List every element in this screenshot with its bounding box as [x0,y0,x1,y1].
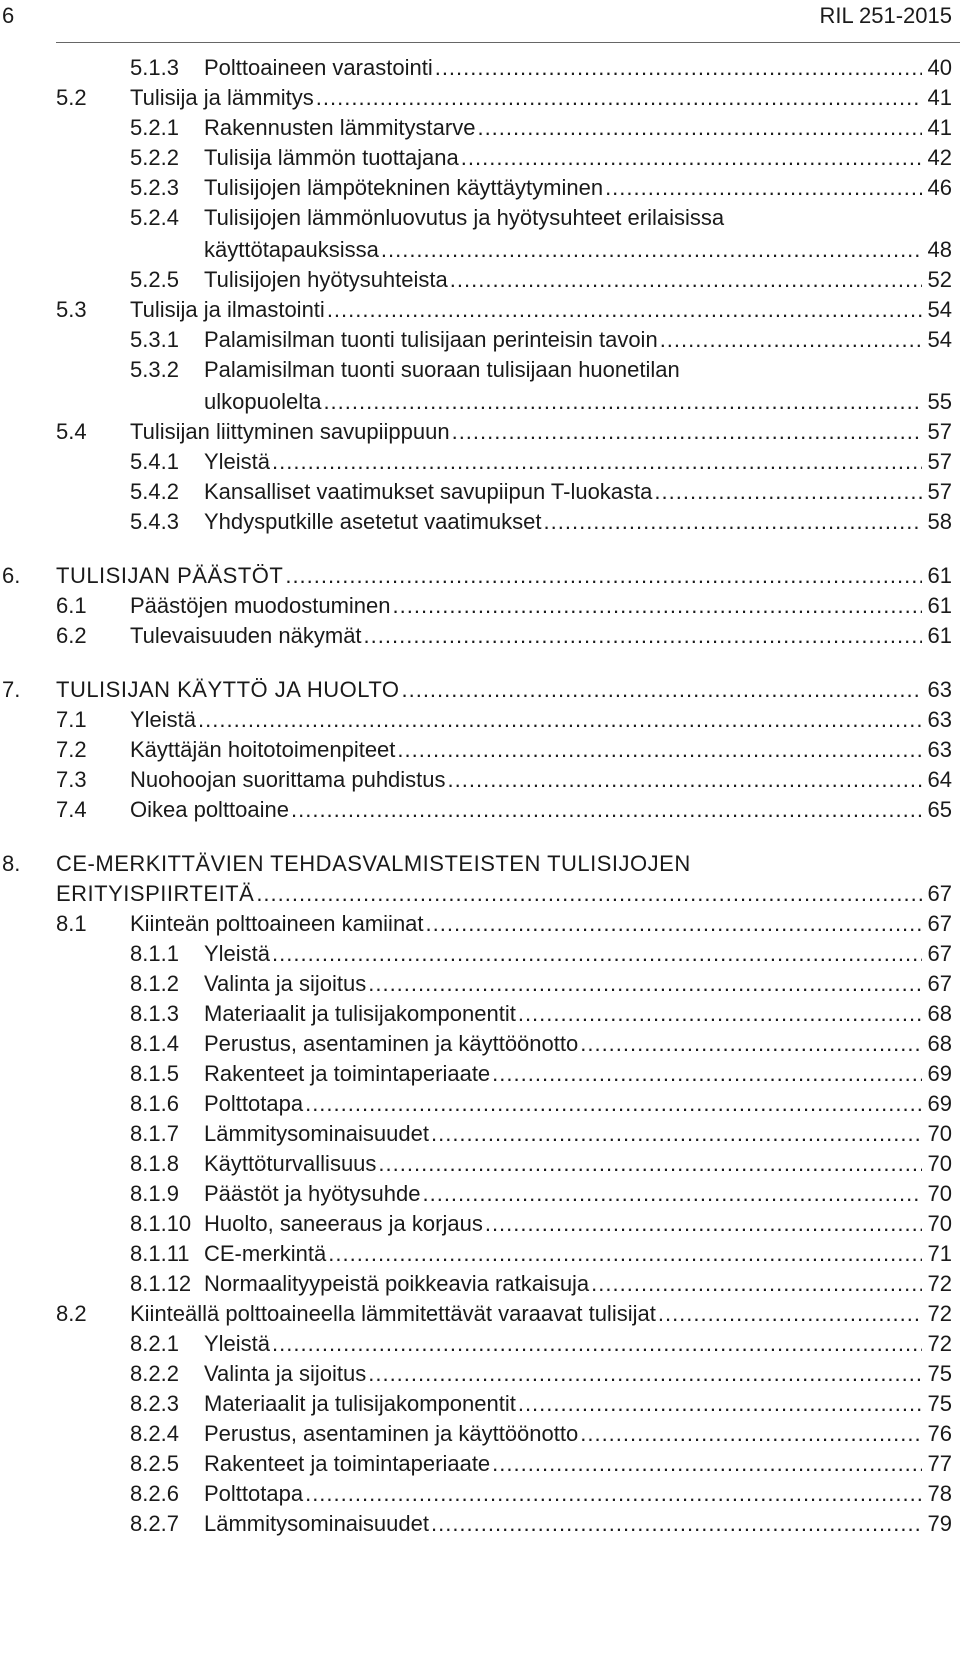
toc-entry[interactable] [0,53,952,83]
toc-entry[interactable] [0,675,952,705]
toc-entry-title: Käyttäjän hoitotoimenpiteet [130,737,396,762]
toc-entry-title: Tulevaisuuden näkymät [130,623,362,648]
toc-entry-number: 6.1 [56,593,87,618]
toc-entry-title: käyttötapauksissa [204,237,379,262]
toc-entry-page: 63 [927,707,952,732]
toc-entry[interactable] [0,83,952,113]
toc-entry[interactable] [0,1029,952,1059]
toc-entry-title: Tulisija lämmön tuottajana [204,145,459,170]
toc-entry-title: TULISIJAN PÄÄSTÖT [56,563,284,588]
toc-leader-dots [378,1149,922,1179]
toc-leader-dots [518,999,922,1029]
toc-entry-number: 8.2.6 [130,1481,179,1506]
toc-entry[interactable] [0,203,952,233]
toc-entry[interactable] [0,1119,952,1149]
toc-entry-page: 72 [927,1301,952,1326]
toc-entry-page: 61 [927,563,952,588]
toc-entry[interactable] [0,765,952,795]
toc-entry-number: 5.2.2 [130,145,179,170]
toc-leader-dots [364,621,922,651]
toc-entry-title: Huolto, saneeraus ja korjaus [204,1211,483,1236]
toc-entry-page: 70 [927,1151,952,1176]
toc-entry-number: 8.1.2 [130,971,179,996]
toc-entry-page: 46 [927,175,952,200]
toc-entry-page: 41 [927,85,952,110]
toc-entry-page: 68 [927,1001,952,1026]
toc-leader-dots [492,1449,922,1479]
toc-entry-number: 7.2 [56,737,87,762]
toc-entry[interactable] [0,591,952,621]
toc-entry-page: 70 [927,1211,952,1236]
toc-entry-title: Yleistä [204,1331,271,1356]
toc-entry-page: 69 [927,1091,952,1116]
toc-entry[interactable] [0,1449,952,1479]
toc-entry[interactable] [0,1479,952,1509]
toc-entry[interactable] [0,387,952,417]
toc-entry-page: 55 [927,389,952,414]
toc-entry-title: Normaalityypeistä poikkeavia ratkaisuja [204,1271,590,1296]
toc-leader-dots [198,705,922,735]
toc-entry-number: 8.2 [56,1301,87,1326]
toc-entry[interactable] [0,113,952,143]
toc-leader-dots [316,83,922,113]
toc-entry-title: Päästöt ja hyötysuhde [204,1181,421,1206]
toc-entry[interactable] [0,879,952,909]
toc-entry-page: 57 [927,449,952,474]
toc-entry-page: 54 [927,297,952,322]
toc-leader-dots [431,1119,922,1149]
toc-entry[interactable] [0,1299,952,1329]
toc-entry-number: 8.2.2 [130,1361,179,1386]
toc-entry-page: 67 [927,971,952,996]
toc-entry[interactable] [0,1419,952,1449]
toc-entry-number: 5.3.1 [130,327,179,352]
toc-entry[interactable] [0,1269,952,1299]
toc-entry-page: 79 [927,1511,952,1536]
toc-entry-number: 5.1.3 [130,55,179,80]
toc-entry-title: Lämmitysominaisuudet [204,1511,429,1536]
toc-leader-dots [426,909,922,939]
toc-leader-dots [272,939,922,969]
toc-entry-number: 8.1.5 [130,1061,179,1086]
toc-entry-number: 5.2.1 [130,115,179,140]
toc-leader-dots [368,1359,922,1389]
toc-leader-dots [422,1179,922,1209]
toc-entry[interactable] [0,795,952,825]
toc-entry-title: CE-merkintä [204,1241,327,1266]
toc-leader-dots [492,1059,922,1089]
toc-entry-number: 8.1 [56,911,87,936]
toc-entry-page: 67 [927,941,952,966]
toc-entry-number: 8.1.1 [130,941,179,966]
toc-entry-title: Yleistä [130,707,197,732]
toc-leader-dots [591,1269,922,1299]
toc-entry-number: 8.2.3 [130,1391,179,1416]
toc-entry[interactable] [0,1179,952,1209]
toc-entry-page: 70 [927,1181,952,1206]
toc-entry-title: Materiaalit ja tulisijakomponentit [204,1391,516,1416]
toc-entry-page: 71 [927,1241,952,1266]
toc-leader-dots [658,1299,922,1329]
toc-entry-number: 5.4.3 [130,509,179,534]
toc-entry[interactable] [0,447,952,477]
toc-entry-page: 63 [927,677,952,702]
toc-entry-title: Tulisijan liittyminen savupiippuun [130,419,450,444]
toc-leader-dots [327,295,922,325]
toc-entry[interactable] [0,939,952,969]
toc-entry-number: 8.1.9 [130,1181,179,1206]
toc-entry-number: 8.2.5 [130,1451,179,1476]
toc-entry-title: Päästöjen muodostuminen [130,593,391,618]
toc-entry-number: 8.2.7 [130,1511,179,1536]
toc-entry-title: Polttoaineen varastointi [204,55,433,80]
toc-entry-page: 68 [927,1031,952,1056]
toc-entry-number: 5.4.1 [130,449,179,474]
toc-entry-title: Oikea polttoaine [130,797,289,822]
toc-entry[interactable] [0,999,952,1029]
toc-entry-title: Lämmitysominaisuudet [204,1121,429,1146]
toc-entry[interactable] [0,417,952,447]
toc-entry-title: Valinta ja sijoitus [204,1361,367,1386]
toc-entry-title: Tulisijojen hyötysuhteista [204,267,448,292]
toc-leader-dots [605,173,922,203]
toc-entry-title: ulkopuolelta [204,389,322,414]
toc-leader-dots [291,795,922,825]
toc-entry-title: Perustus, asentaminen ja käyttöönotto [204,1031,579,1056]
toc-entry-page: 77 [927,1451,952,1476]
toc-entry[interactable] [0,1209,952,1239]
toc-entry-title: TULISIJAN KÄYTTÖ JA HUOLTO [56,677,400,702]
document-code: RIL 251-2015 [819,3,952,28]
toc-entry-title: Nuohoojan suorittama puhdistus [130,767,446,792]
toc-entry-title: Tulisijojen lämmönluovutus ja hyötysuhteet erilaisissa [204,205,725,230]
toc-leader-dots [477,113,922,143]
toc-entry-title: Kiinteän polttoaineen kamiinat [130,911,424,936]
toc-leader-dots [518,1389,922,1419]
toc-entry[interactable] [0,355,952,385]
toc-leader-dots [435,53,922,83]
toc-entry-title: Kiinteällä polttoaineella lämmitettävät varaavat tulisijat [130,1301,656,1326]
toc-entry-title: Tulisija ja ilmastointi [130,297,325,322]
toc-leader-dots [660,325,922,355]
toc-entry-page: 48 [927,237,952,262]
toc-entry-number: 5.3 [56,297,87,322]
toc-entry-title: Materiaalit ja tulisijakomponentit [204,1001,516,1026]
toc-entry-number: 8.1.10 [130,1211,192,1236]
toc-leader-dots [450,265,922,295]
toc-entry-title: Perustus, asentaminen ja käyttöönotto [204,1421,579,1446]
toc-leader-dots [580,1029,922,1059]
toc-entry[interactable] [0,1149,952,1179]
toc-entry-title: Valinta ja sijoitus [204,971,367,996]
toc-entry-page: 75 [927,1391,952,1416]
toc-entry-title: Palamisilman tuonti suoraan tulisijaan huonetilan [204,357,680,382]
toc-entry-page: 75 [927,1361,952,1386]
toc-entry-page: 69 [927,1061,952,1086]
toc-entry[interactable] [0,1059,952,1089]
toc-entry-page: 67 [927,911,952,936]
toc-entry-number: 8.1.11 [130,1241,190,1266]
toc-entry-title: Palamisilman tuonti tulisijaan perinteisin tavoin [204,327,658,352]
toc-entry[interactable] [0,477,952,507]
toc-entry-number: 8.1.12 [130,1271,192,1296]
toc-entry-number: 8.1.4 [130,1031,179,1056]
toc-entry-number: 8.2.4 [130,1421,179,1446]
toc-entry[interactable] [0,173,952,203]
toc-entry-page: 63 [927,737,952,762]
toc-entry-page: 70 [927,1121,952,1146]
toc-leader-dots [272,447,922,477]
toc-entry-page: 52 [927,267,952,292]
toc-leader-dots [328,1239,922,1269]
toc-entry-page: 54 [927,327,952,352]
toc-entry-number: 5.4.2 [130,479,179,504]
toc-entry-page: 78 [927,1481,952,1506]
toc-leader-dots [452,417,922,447]
toc-entry-page: 65 [927,797,952,822]
toc-leader-dots [381,235,922,265]
toc-entry-title: Yleistä [204,449,271,474]
toc-leader-dots [448,765,922,795]
toc-entry-title: ERITYISPIIRTEITÄ [56,881,255,906]
toc-entry-page: 61 [927,623,952,648]
toc-entry-number: 8.1.7 [130,1121,179,1146]
toc-entry-title: Rakenteet ja toimintaperiaate [204,1451,491,1476]
toc-leader-dots [272,1329,922,1359]
toc-entry[interactable] [0,507,952,537]
toc-entry-number: 6.2 [56,623,87,648]
toc-leader-dots [544,507,922,537]
toc-entry-number: 8.2.1 [130,1331,179,1356]
toc-entry-number: 5.2.5 [130,267,179,292]
toc-leader-dots [431,1509,922,1539]
toc-leader-dots [305,1089,922,1119]
toc-entry[interactable] [0,295,952,325]
toc-entry-title: Käyttöturvallisuus [204,1151,377,1176]
toc-entry-number: 5.2.3 [130,175,179,200]
toc-entry-page: 41 [927,115,952,140]
toc-entry[interactable] [0,969,952,999]
toc-leader-dots [397,735,922,765]
toc-entry[interactable] [0,143,952,173]
toc-entry-title: Rakenteet ja toimintaperiaate [204,1061,491,1086]
toc-entry[interactable] [0,1509,952,1539]
toc-entry[interactable] [0,1239,952,1269]
toc-entry[interactable] [0,235,952,265]
toc-entry-title: Tulisijojen lämpötekninen käyttäytyminen [204,175,604,200]
toc-entry[interactable] [0,561,952,591]
toc-entry-number: 8.1.8 [130,1151,179,1176]
toc-entry-title: CE-MERKITTÄVIEN TEHDASVALMISTEISTEN TULISIJOJEN [56,851,691,876]
toc-leader-dots [285,561,922,591]
page-number: 6 [2,3,15,28]
toc-leader-dots [485,1209,922,1239]
toc-entry-page: 76 [927,1421,952,1446]
toc-entry[interactable] [0,705,952,735]
toc-leader-dots [393,591,923,621]
toc-entry-title: Rakennusten lämmitystarve [204,115,476,140]
toc-leader-dots [305,1479,922,1509]
toc-entry[interactable] [0,325,952,355]
toc-leader-dots [256,879,922,909]
toc-entry-page: 58 [927,509,952,534]
toc-leader-dots [654,477,922,507]
toc-entry[interactable] [0,265,952,295]
toc-entry[interactable] [0,1389,952,1419]
toc-entry-number: 5.3.2 [130,357,179,382]
toc-entry[interactable] [0,1329,952,1359]
toc-entry[interactable] [0,849,952,879]
toc-entry-title: Kansalliset vaatimukset savupiipun T-luokasta [204,479,653,504]
toc-leader-dots [323,387,922,417]
toc-entry-number: 5.4 [56,419,87,444]
toc-entry-number: 7.3 [56,767,87,792]
toc-entry[interactable] [0,909,952,939]
toc-entry-number: 5.2.4 [130,205,179,230]
toc-entry-page: 72 [927,1331,952,1356]
toc-entry-page: 67 [927,881,952,906]
toc-leader-dots [368,969,922,999]
toc-entry-page: 40 [927,55,952,80]
toc-entry-number: 5.2 [56,85,87,110]
toc-entry-number: 8.1.3 [130,1001,179,1026]
toc-entry-title: Yleistä [204,941,271,966]
toc-entry-page: 57 [927,479,952,504]
toc-entry-page: 61 [927,593,952,618]
toc-entry-page: 72 [927,1271,952,1296]
toc-entry-page: 64 [927,767,952,792]
toc-entry-title: Yhdysputkille asetetut vaatimukset [204,509,542,534]
toc-entry-title: Polttotapa [204,1481,304,1506]
toc-entry-number: 7.1 [56,707,87,732]
toc-entry[interactable] [0,1359,952,1389]
toc-entry-number: 7.4 [56,797,87,822]
toc-entry-number: 8. [2,851,21,876]
toc-entry-page: 42 [927,145,952,170]
toc-leader-dots [580,1419,922,1449]
toc-entry[interactable] [0,621,952,651]
toc-entry-number: 6. [2,563,21,588]
toc-entry[interactable] [0,735,952,765]
toc-entry-page: 57 [927,419,952,444]
toc-leader-dots [401,675,922,705]
toc-entry-title: Polttotapa [204,1091,304,1116]
toc-entry-title: Tulisija ja lämmitys [130,85,314,110]
toc-leader-dots [461,143,922,173]
toc-entry-number: 7. [2,677,21,702]
toc-entry[interactable] [0,1089,952,1119]
toc-entry-number: 8.1.6 [130,1091,179,1116]
